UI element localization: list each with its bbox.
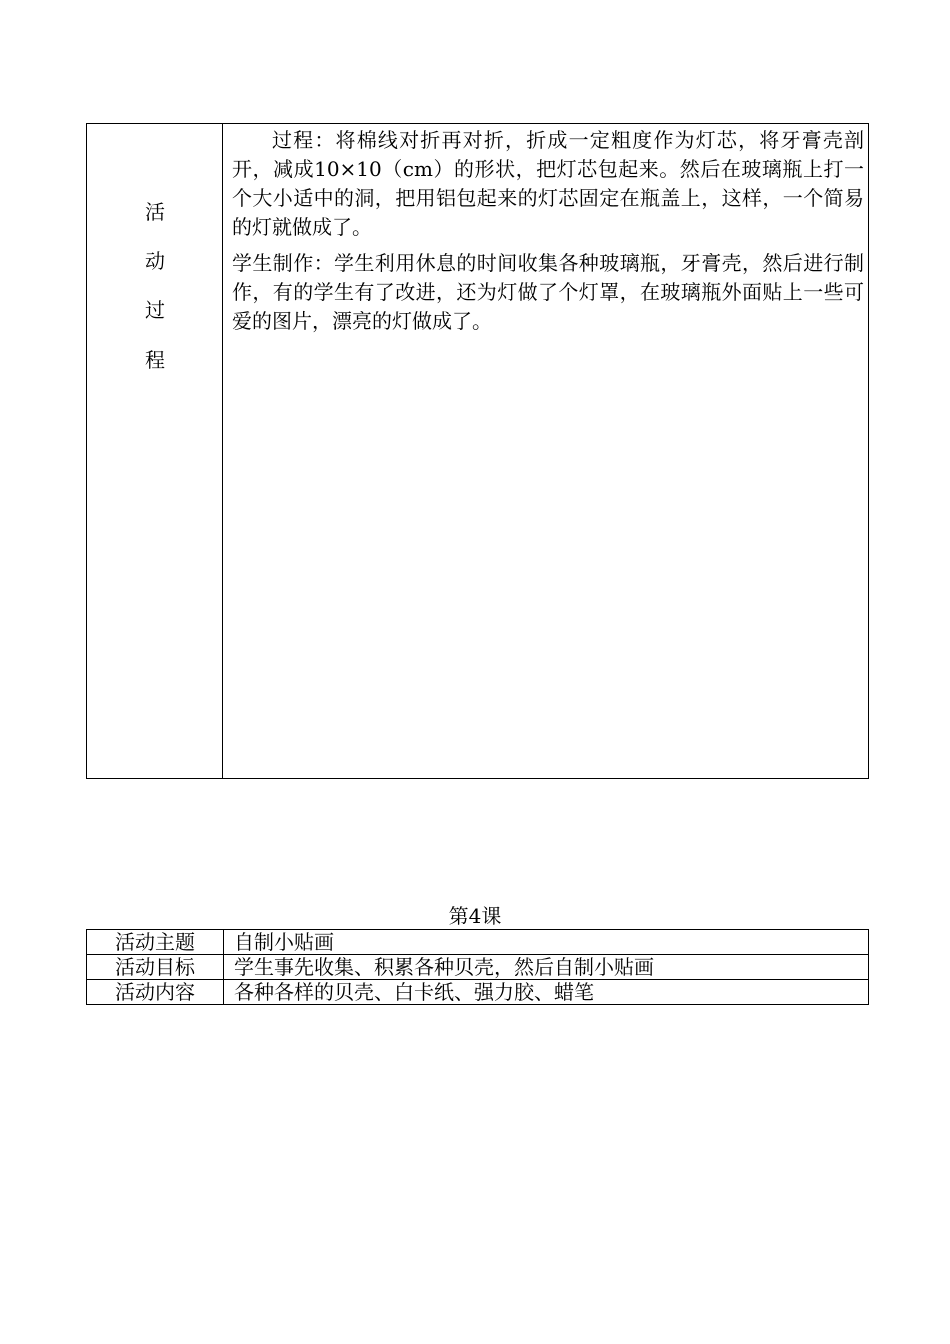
lesson-title: 第4课 xyxy=(448,904,502,928)
activity-theme-value: 自制小贴画 xyxy=(224,930,869,955)
label-char: 动 xyxy=(145,249,165,273)
activity-goal-label: 活动目标 xyxy=(87,955,224,980)
table-row xyxy=(87,955,869,980)
activity-theme-label: 活动主题 xyxy=(87,930,224,955)
lesson-info-table xyxy=(86,929,869,1005)
activity-process-content-cell xyxy=(232,126,864,336)
label-char: 程 xyxy=(145,348,165,372)
activity-goal-value: 学生事先收集、积累各种贝壳，然后自制小贴画 xyxy=(224,955,869,980)
label-char: 活 xyxy=(145,200,165,224)
table-row xyxy=(87,930,869,955)
process-paragraph: 过程：将棉线对折再对折，折成一定粗度作为灯芯，将牙膏壳剖开，减成10×10（cm）的形状，把灯芯包起来。然后在玻璃瓶上打一个大小适中的洞，把用铝包起来的灯芯固定在瓶盖上，这样，一个简易的灯就做成了。 xyxy=(232,128,864,239)
label-char: 过 xyxy=(145,298,165,322)
activity-process-label-cell xyxy=(87,124,223,778)
table-row xyxy=(87,980,869,1005)
activity-content-value: 各种各样的贝壳、白卡纸、强力胶、蜡笔 xyxy=(224,980,869,1005)
activity-content-label: 活动内容 xyxy=(87,980,224,1005)
student-making-paragraph: 学生制作：学生利用休息的时间收集各种玻璃瓶，牙膏壳，然后进行制作，有的学生有了改进，还为灯做了个灯罩，在玻璃瓶外面贴上一些可爱的图片，漂亮的灯做成了。 xyxy=(232,251,864,333)
activity-process-table xyxy=(86,123,869,779)
